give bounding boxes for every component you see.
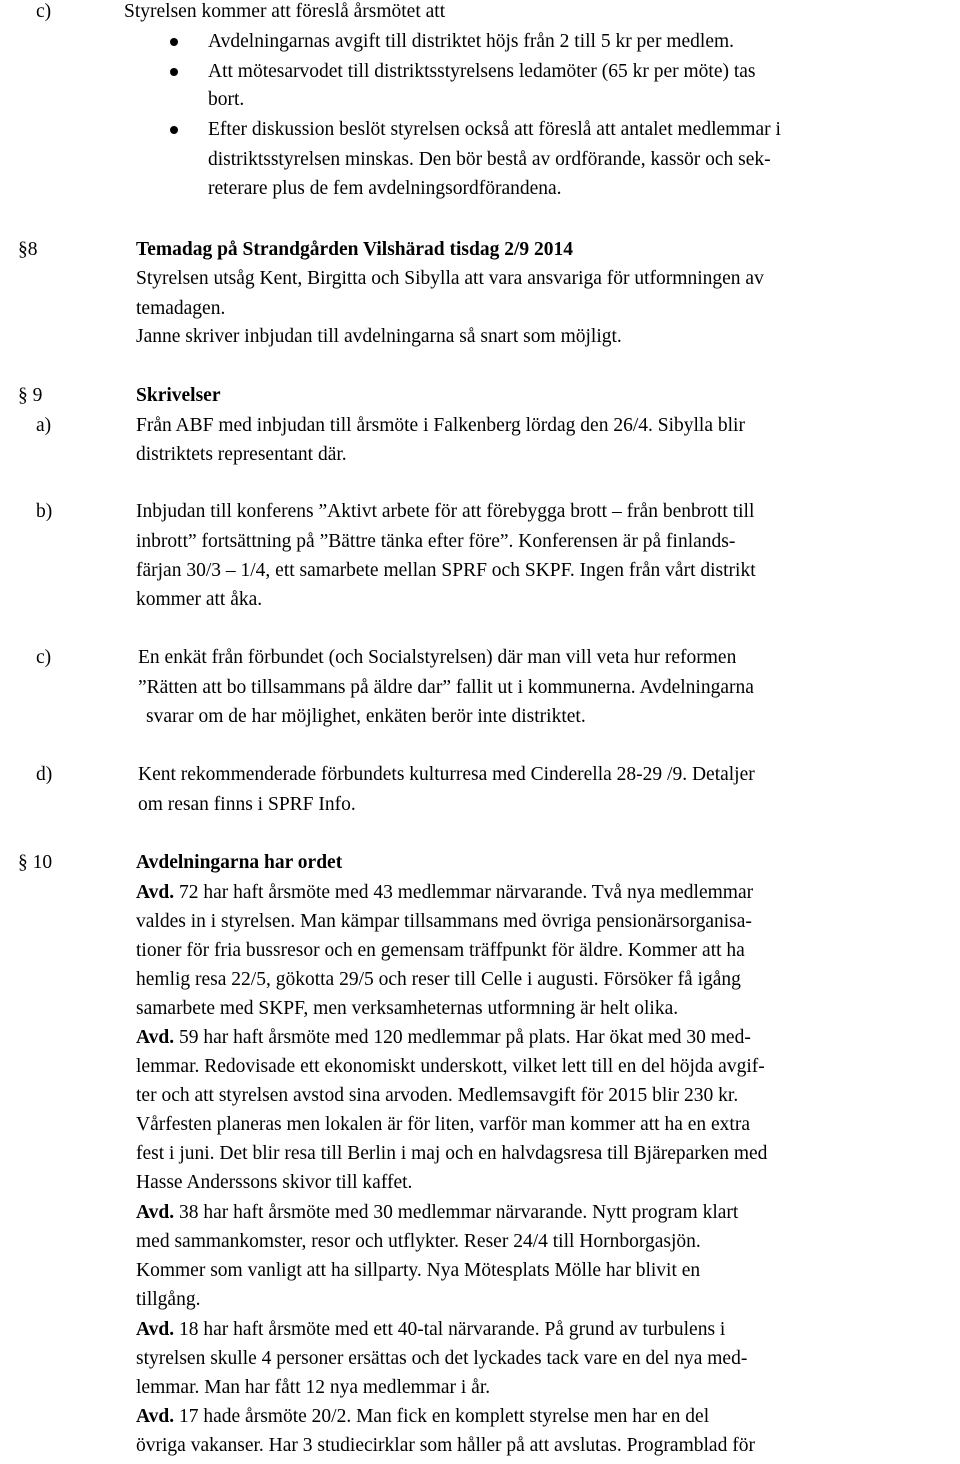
- paragraph-line: övriga vakanser. Har 3 studiecirklar som håller på att avslutas. Programblad för: [136, 1435, 755, 1456]
- paragraph-line: Avd. 59 har haft årsmöte med 120 medlemmar på plats. Har ökat med 30 med-: [136, 1027, 751, 1048]
- avd-label: Avd.: [136, 1027, 175, 1048]
- paragraph-line: Avd. 38 har haft årsmöte med 30 medlemmar närvarande. Nytt program klart: [136, 1202, 739, 1223]
- paragraph-line: Vårfesten planeras men lokalen är för liten, varför man kommer att ha en extra: [136, 1114, 750, 1135]
- section-number: § 10: [18, 852, 53, 873]
- paragraph-line: temadagen.: [136, 298, 226, 319]
- item-text: svarar om de har möjlighet, enkäten berör inte distriktet.: [146, 706, 586, 727]
- paragraph-line: Avd. 18 har haft årsmöte med ett 40-tal närvarande. På grund av turbulens i: [136, 1319, 726, 1340]
- avd-label: Avd.: [136, 1406, 175, 1427]
- item-text: En enkät från förbundet (och Socialstyrelsen) där man vill veta hur reformen: [138, 647, 737, 668]
- paragraph-line: lemmar. Man har fått 12 nya medlemmar i år.: [136, 1377, 491, 1398]
- bullet-item-continued: distriktsstyrelsen minskas. Den bör bestå av ordförande, kassör och sek-: [208, 149, 771, 170]
- item-text: inbrott” fortsättning på ”Bättre tänka efter före”. Konferensen är på finlands-: [136, 531, 736, 552]
- paragraph-line: Hasse Anderssons skivor till kaffet.: [136, 1172, 413, 1193]
- item-text: distriktets representant där.: [136, 444, 347, 465]
- item-text: Inbjudan till konferens ”Aktivt arbete för att förebygga brott – från benbrott till: [136, 501, 755, 522]
- avd-label: Avd.: [136, 882, 175, 903]
- paragraph-line: Kommer som vanligt att ha sillparty. Nya Mötesplats Mölle har blivit en: [136, 1260, 701, 1281]
- section-heading: Skrivelser: [136, 385, 221, 406]
- paragraph-line: samarbete med SKPF, men verksamheternas utformning är helt olika.: [136, 998, 679, 1019]
- item-text: Kent rekommenderade förbundets kulturresa med Cinderella 28-29 /9. Detaljer: [138, 764, 755, 785]
- item-text: om resan finns i SPRF Info.: [138, 794, 356, 815]
- item-text: ”Rätten att bo tillsammans på äldre dar” fallit ut i kommunerna. Avdelningarna: [138, 677, 754, 698]
- paragraph-line: ter och att styrelsen avstod sina arvoden. Medlemsavgift för 2015 blir 230 kr.: [136, 1085, 739, 1106]
- item-text: färjan 30/3 – 1/4, ett samarbete mellan SPRF och SKPF. Ingen från vårt distrikt: [136, 560, 756, 581]
- item-label: a): [36, 415, 52, 436]
- paragraph-line: fest i juni. Det blir resa till Berlin i maj och en halvdagsresa till Bjäreparken med: [136, 1143, 768, 1164]
- paragraph-line: med sammankomster, resor och utflykter. Reser 24/4 till Hornborgasjön.: [136, 1231, 701, 1252]
- bullet-item: Avdelningarnas avgift till distriktet höjs från 2 till 5 kr per medlem.: [208, 31, 735, 52]
- item-label: d): [36, 764, 53, 785]
- paragraph-line: tioner för fria bussresor och en gemensam träffpunkt för äldre. Kommer att ha: [136, 940, 745, 961]
- avd-label: Avd.: [136, 1319, 175, 1340]
- item-text: kommer att åka.: [136, 589, 263, 610]
- section-heading: Temadag på Strandgården Vilshärad tisdag 2/9 2014: [136, 239, 574, 260]
- bullet-item-continued: bort.: [208, 89, 245, 110]
- avd-label: Avd.: [136, 1202, 175, 1223]
- paragraph-line: Avd. 17 hade årsmöte 20/2. Man fick en komplett styrelse men har en del: [136, 1406, 710, 1427]
- section-number: § 9: [18, 385, 43, 406]
- item-text: Styrelsen kommer att föreslå årsmötet att: [124, 1, 446, 22]
- paragraph-line: lemmar. Redovisade ett ekonomiskt underskott, vilket lett till en del höjda avgif-: [136, 1056, 765, 1077]
- paragraph-line: valdes in i styrelsen. Man kämpar tillsammans med övriga pensionärsorganisa-: [136, 911, 752, 932]
- paragraph-line: hemlig resa 22/5, gökotta 29/5 och reser till Celle i augusti. Försöker få igång: [136, 969, 741, 990]
- paragraph-line: Styrelsen utsåg Kent, Birgitta och Sibylla att vara ansvariga för utformningen av: [136, 268, 764, 289]
- section-heading: Avdelningarna har ordet: [136, 852, 343, 873]
- item-text: Från ABF med inbjudan till årsmöte i Falkenberg lördag den 26/4. Sibylla blir: [136, 415, 745, 436]
- item-label: c): [36, 1, 52, 22]
- bullet-item-continued: reterare plus de fem avdelningsordförandena.: [208, 178, 562, 199]
- paragraph-line: styrelsen skulle 4 personer ersättas och det lyckades tack vare en del nya med-: [136, 1348, 748, 1369]
- paragraph-line: Avd. 72 har haft årsmöte med 43 medlemmar närvarande. Två nya medlemmar: [136, 882, 754, 903]
- paragraph-line: tillgång.: [136, 1289, 201, 1310]
- paragraph-line: Janne skriver inbjudan till avdelningarna så snart som möjligt.: [136, 326, 622, 347]
- section-number: §8: [18, 239, 38, 260]
- bullet-item: Efter diskussion beslöt styrelsen också att föreslå att antalet medlemmar i: [208, 119, 781, 140]
- item-label: b): [36, 501, 53, 522]
- item-label: c): [36, 647, 52, 668]
- bullet-item: Att mötesarvodet till distriktsstyrelsens ledamöter (65 kr per möte) tas: [208, 61, 756, 82]
